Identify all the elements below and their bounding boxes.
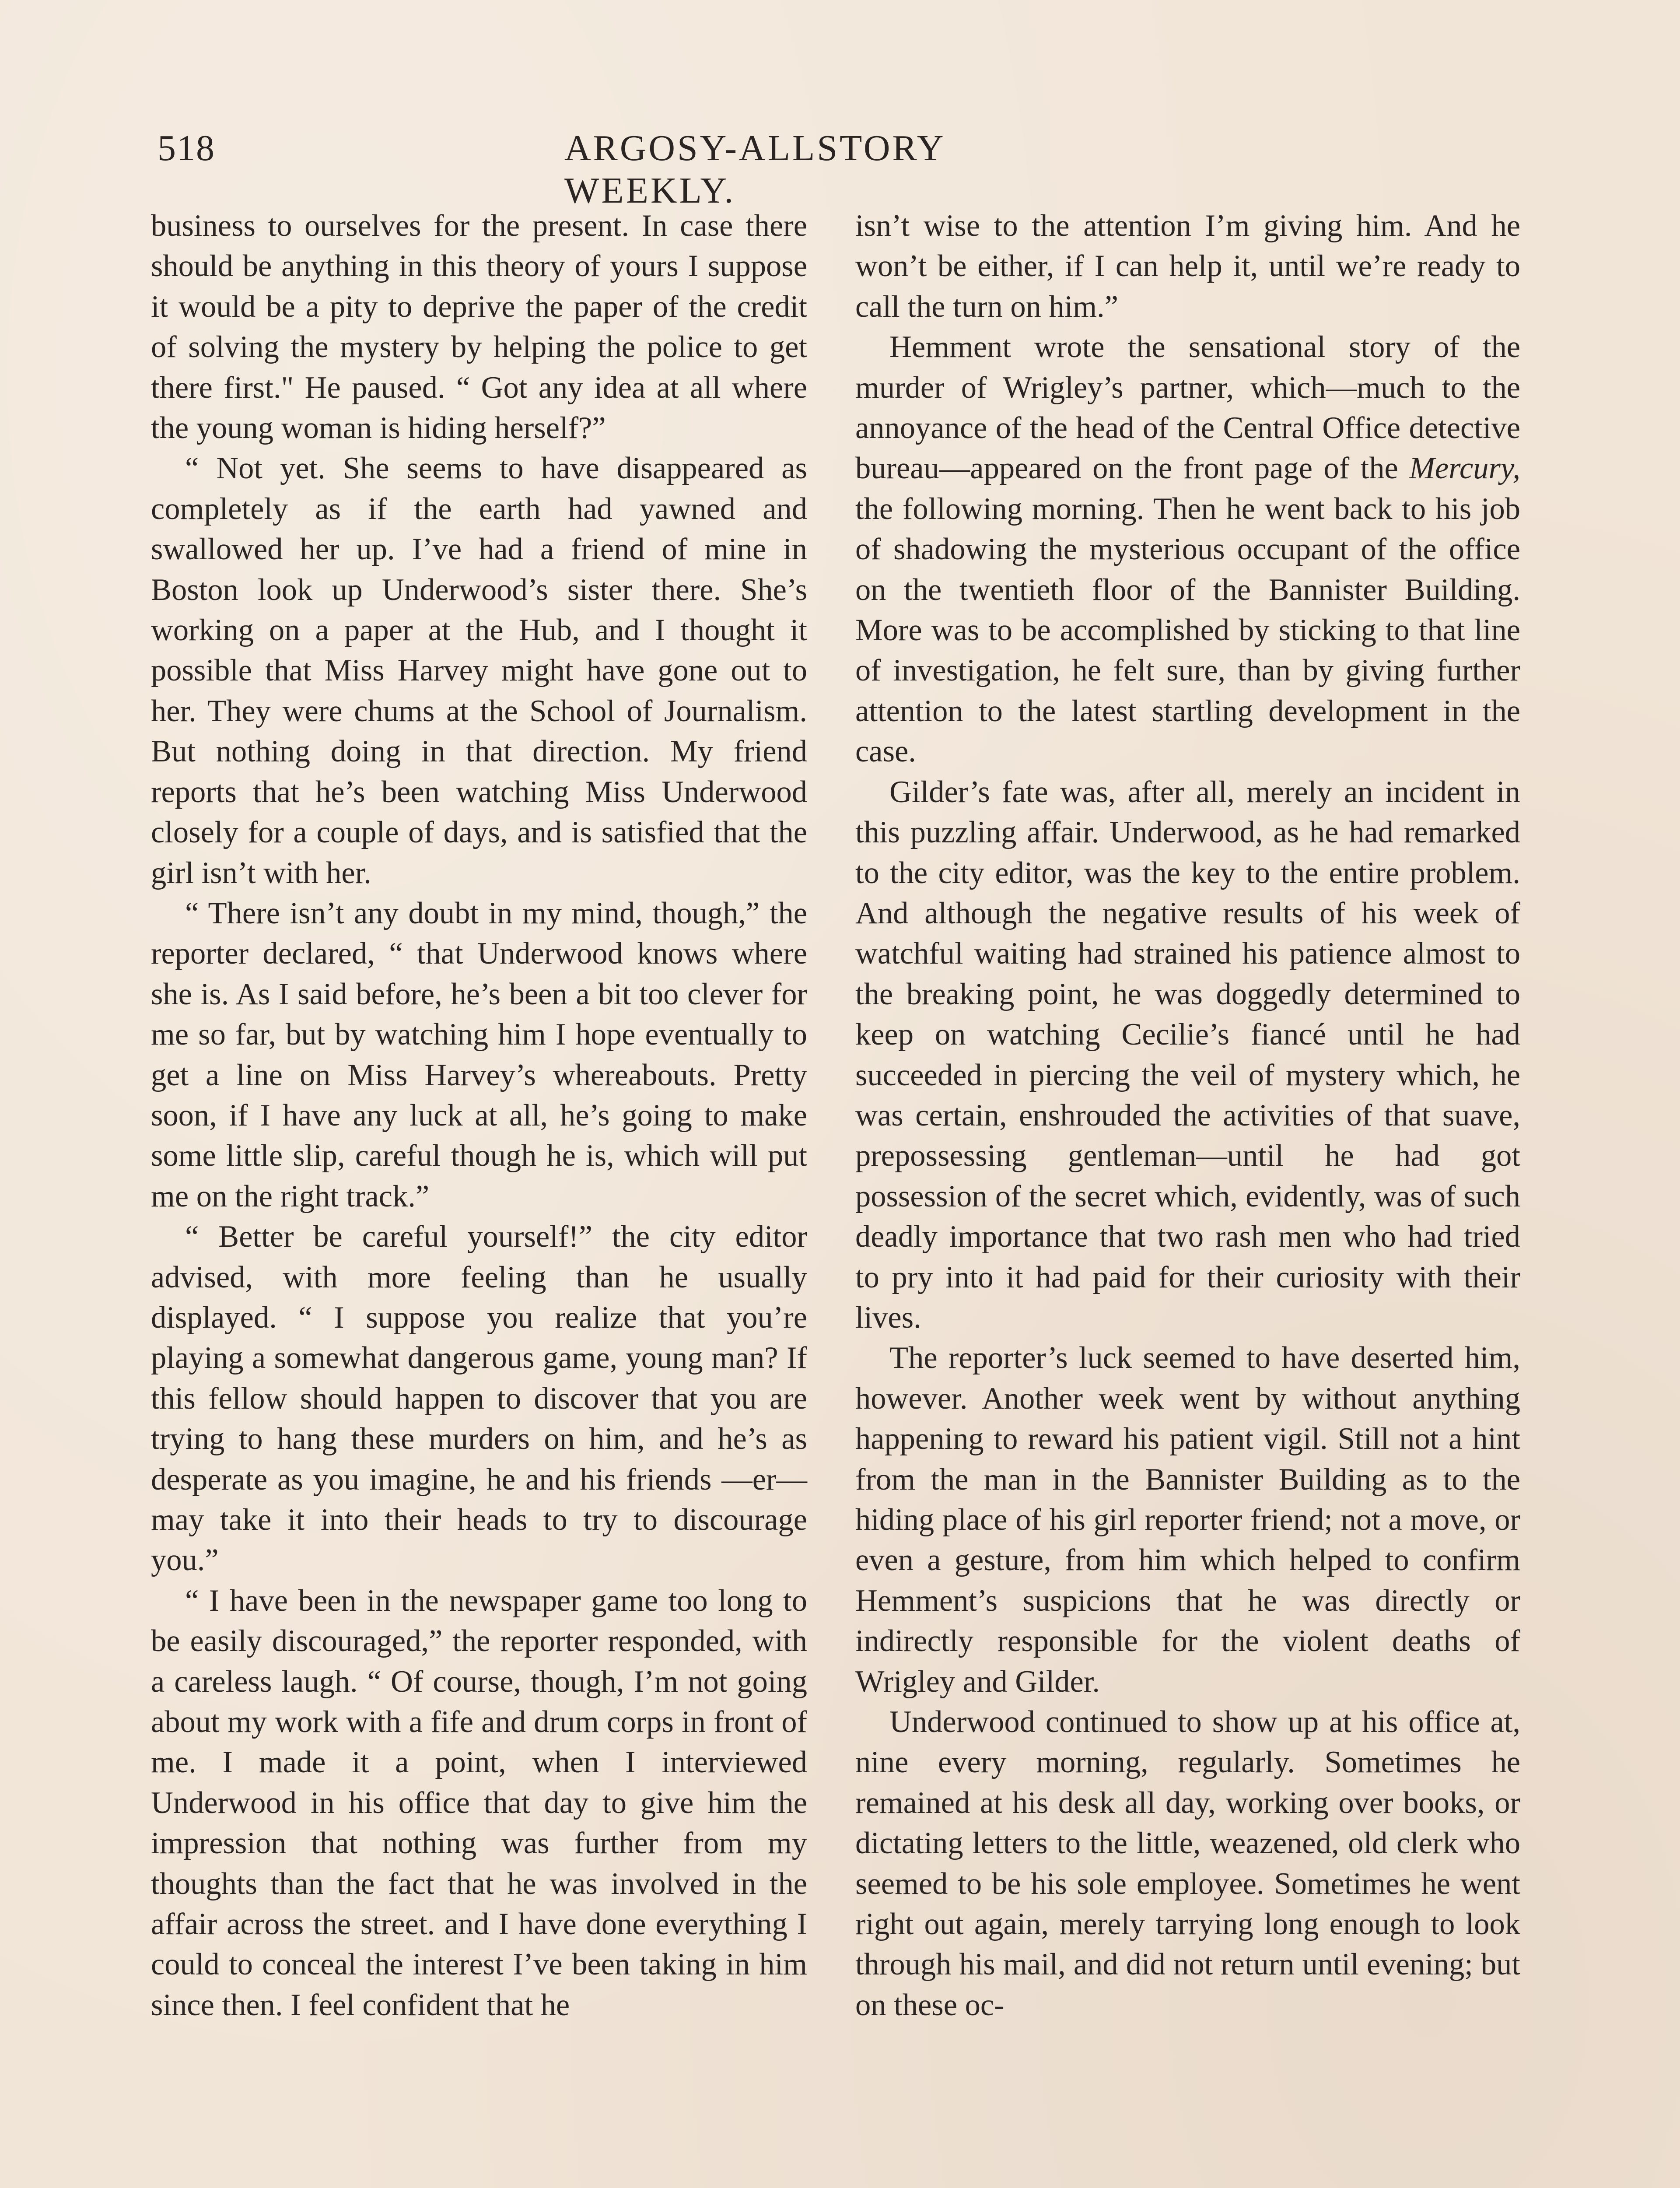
paragraph: isn’t wise to the attention I’m giving him. And he won’t be either, if I can help it, until we’re ready to call the turn on him.” — [855, 209, 1520, 324]
text-run: Hemment wrote the sensational story of the murder of Wrigley’s partner, which—much to the annoyance of the head of the Central Office detective bureau—appeared on the front page of the — [855, 330, 1520, 486]
paragraph — [855, 327, 1520, 771]
page-number: 518 — [158, 128, 215, 168]
right-column — [855, 206, 1520, 2025]
running-head: ARGOSY-ALLSTORY WEEKLY. — [564, 128, 945, 211]
newspaper-name: Mercury, — [1409, 451, 1520, 486]
paragraph: “ I have been in the newspaper game too long to be easily discouraged,” the reporter responded, with a careless laugh. “ Of course, though, I’m not going about my work with a fife and drum corps in front of me. I made it a point, when I interviewed Underwood in his office that day to give him the impression that nothing was further from my thoughts than the fact that he was involved in the affair across the street. and I have done everything I could to conceal the interest I’ve been taking in him since then. I feel confident that he — [151, 1583, 807, 2022]
paragraph: The reporter’s luck seemed to have deserted him, however. Another week went by without anything happening to reward his patient vigil. Still not a hint from the man in the Bannister Building as to the hiding place of his girl reporter friend; not a move, or even a gesture, from him which helped to confirm Hemment’s suspicions that he was directly or indirectly responsible for the violent deaths of Wrigley and Gilder. — [855, 1341, 1520, 1699]
paragraph: Gilder’s fate was, after all, merely an incident in this puzzling affair. Underwood, as he had remarked to the city editor, was the key to the entire problem. And although the negative results of his week of watchful waiting had strained his patience almost to the breaking point, he was doggedly determined to keep on watching Cecilie’s fiancé until he had succeeded in piercing the veil of mystery which, he was certain, enshrouded the activities of that suave, prepossessing gentleman—until he had got possession of the secret which, evidently, was of such deadly importance that two rash men who had tried to pry into it had paid for their curiosity with their lives. — [855, 775, 1520, 1335]
paragraph: “ There isn’t any doubt in my mind, though,” the reporter declared, “ that Underwood knows where she is. As I said before, he’s been a bit too clever for me so far, but by watching him I hope eventually to get a line on Miss Harvey’s whereabouts. Pretty soon, if I have any luck at all, he’s going to make some little slip, careful though he is, which will put me on the right track.” — [151, 896, 807, 1213]
paragraph: Underwood continued to show up at his office at, nine every morning, regularly. Sometimes he remained at his desk all day, working over books, or dictating letters to the little, weazened, old clerk who seemed to be his sole employee. Sometimes he went right out again, merely tarrying long enough to look through his mail, and did not return until evening; but on these oc- — [855, 1705, 1520, 2022]
text-run: the following morning. Then he went back to his job of shadowing the mysterious occupant of the office on the twentieth floor of the Bannister Building. More was to be accomplished by sticking to that line of investigation, he felt sure, than by giving further attention to the latest startling development in the case. — [855, 491, 1520, 769]
paragraph: “ Not yet. She seems to have disappeared as completely as if the earth had yawned and swallowed her up. I’ve had a friend of mine in Boston look up Underwood’s sister there. She’s working on a paper at the Hub, and I thought it possible that Miss Harvey might have gone out to her. They were chums at the School of Journalism. But nothing doing in that direction. My friend reports that he’s been watching Miss Underwood closely for a couple of days, and is satisfied that the girl isn’t with her. — [151, 451, 807, 890]
paragraph: “ Better be careful yourself!” the city editor advised, with more feeling than he usually displayed. “ I suppose you realize that you’re playing a somewhat dangerous game, young man? If this fellow should happen to discover that you are trying to hang these murders on him, and he’s as desperate as you imagine, he and his friends —er—may take it into their heads to try to discourage you.” — [151, 1220, 807, 1578]
left-column — [151, 206, 807, 2025]
paragraph: business to ourselves for the present. In case there should be anything in this theory of yours I suppose it would be a pity to deprive the paper of the credit of solving the mystery by helping the police to get there first." He paused. “ Got any idea at all where the young woman is hiding herself?” — [151, 209, 807, 445]
